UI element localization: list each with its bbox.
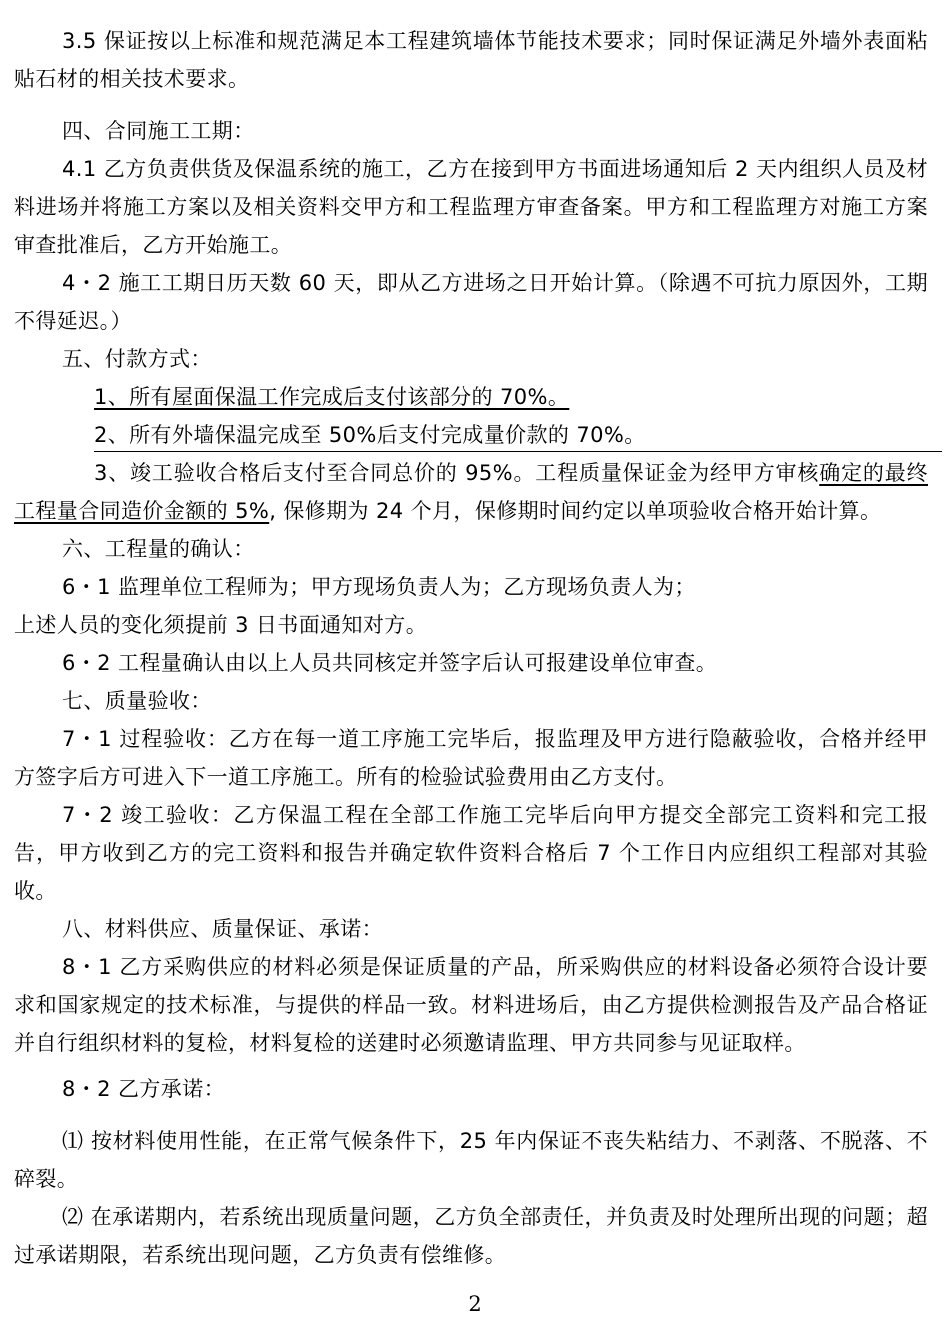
- clause-6-2: 6・2 工程量确认由以上人员共同核定并签字后认可报建设单位审查。: [62, 651, 718, 675]
- clause-7-1: 7・1 过程验收：乙方在每一道工序施工完毕后，报监理及甲方进行隐蔽验收，合格并经甲方签字后方可进入下一道工序施工。所有的检验试验费用由乙方支付。: [14, 727, 928, 789]
- clause-8-2: 8・2 乙方承诺：: [62, 1077, 225, 1101]
- section-5-heading: 五、付款方式：: [62, 347, 212, 371]
- commitment-1: ⑴ 按材料使用性能，在正常气候条件下，25 年内保证不丧失粘结力、不剥落、不脱落、不碎裂。: [14, 1129, 928, 1191]
- payment-item-3-part-a: 3、竣工验收合格后支付至合同总价的 95%。工程质量保证金为经甲方审核: [94, 461, 820, 485]
- payment-item-1-text: 1、所有屋面保温工作完成后支付该部分的 70%。: [94, 385, 570, 409]
- page-number: 2: [468, 1292, 482, 1316]
- section-8-heading: 八、材料供应、质量保证、承诺：: [62, 917, 383, 941]
- clause-4-1: 4.1 乙方负责供货及保温系统的施工，乙方在接到甲方书面进场通知后 2 天内组织人员及材料进场并将施工方案以及相关资料交甲方和工程监理方审查备案。甲方和工程监理方对施工方案审查批准后，乙方开始施工。: [14, 157, 928, 257]
- section-7-heading: 七、质量验收：: [62, 689, 212, 713]
- clause-6-1-note: 上述人员的变化须提前 3 日书面通知对方。: [14, 613, 428, 637]
- clause-3-5: 3.5 保证按以上标准和规范满足本工程建筑墙体节能技术要求；同时保证满足外墙外表面粘贴石材的相关技术要求。: [14, 29, 928, 91]
- payment-item-3-part-c: , 保修期为 24 个月，保修期时间约定以单项验收合格开始计算。: [269, 499, 882, 523]
- document-page: [14, 22, 928, 1274]
- clause-8-1: 8・1 乙方采购供应的材料必须是保证质量的产品，所采购供应的材料设备必须符合设计要求和国家规定的技术标准，与提供的样品一致。材料进场后，由乙方提供检测报告及产品合格证并自行组织材料的复检，材料复检的送建时必须邀请监理、甲方共同参与见证取样。: [14, 955, 928, 1055]
- payment-item-1: [14, 378, 928, 416]
- clause-6-1: 6・1 监理单位工程师为；甲方现场负责人为；乙方现场负责人为；: [62, 575, 696, 599]
- section-6-heading: 六、工程量的确认：: [62, 537, 255, 561]
- payment-item-3-underlined: 确定的最终工程量合同造价金额的 5%: [14, 461, 928, 523]
- clause-7-2: 7・2 竣工验收：乙方保温工程在全部工作施工完毕后向甲方提交全部完工资料和完工报告，甲方收到乙方的完工资料和报告并确定软件资料合格后 7 个工作日内应组织工程部对其验收。: [14, 803, 928, 903]
- payment-item-3: [14, 454, 928, 530]
- payment-item-2: 2、所有外墙保温完成至 50%后支付完成量价款的 70%。: [94, 423, 646, 447]
- commitment-2: ⑵ 在承诺期内，若系统出现质量问题，乙方负全部责任，并负责及时处理所出现的问题；超过承诺期限，若系统出现问题，乙方负责有偿维修。: [14, 1205, 928, 1267]
- clause-4-2: 4・2 施工工期日历天数 60 天，即从乙方进场之日开始计算。（除遇不可抗力原因外，工期不得延迟。）: [14, 271, 928, 333]
- section-4-heading: 四、合同施工工期：: [62, 119, 255, 143]
